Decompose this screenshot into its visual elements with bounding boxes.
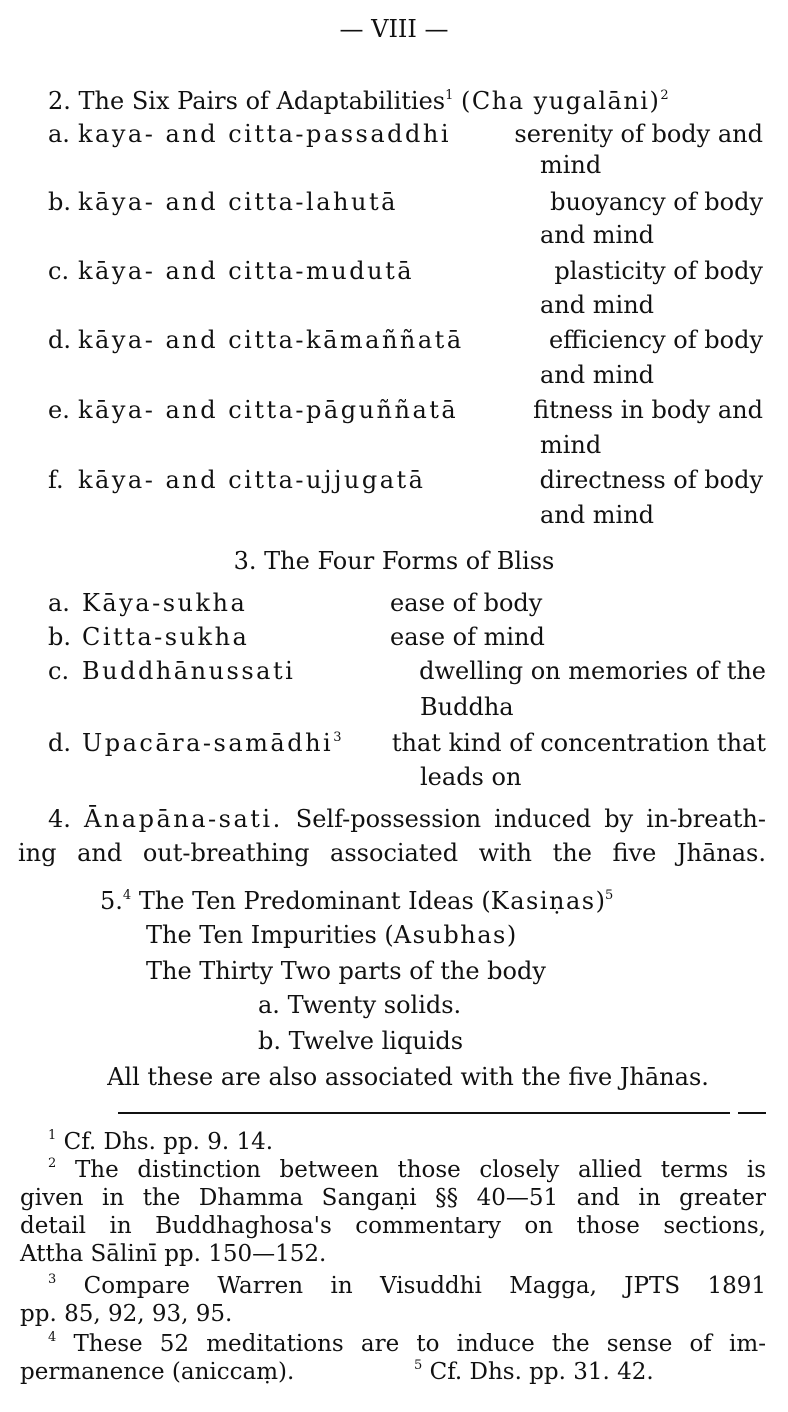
footnote-divider-end: [738, 1112, 766, 1114]
item-pali: kāya- and citta-pāguññatā: [78, 396, 459, 424]
item-meaning-cont: and mind: [540, 361, 655, 389]
section-5-number: 5.: [100, 887, 123, 915]
item-pali: kāya- and citta-lahutā: [78, 188, 398, 216]
item-pali: Citta-sukha: [82, 623, 250, 651]
item-pali: Buddhānussati: [82, 657, 296, 685]
item-meaning: plasticity of body: [554, 257, 763, 285]
footnote-3-line-1: $^3$ Compare Warren in Visuddhi Magga, JPTS 1891: [48, 1272, 767, 1299]
item-pali: Upacāra-samādhi$^3$: [82, 729, 345, 757]
footnote-5: $^5$ Cf. Dhs. pp. 31. 42.: [414, 1358, 654, 1385]
item-letter: b.: [48, 623, 71, 651]
footnote-2-line-4: Attha Sālinī pp. 150—152.: [20, 1241, 327, 1267]
item-meaning-cont: mind: [540, 431, 602, 459]
section-5-closing: All these are also associated with the five Jhānas.: [107, 1063, 709, 1091]
section-4-text: Self-possession induced by in-breath-: [295, 805, 766, 833]
item-meaning-cont: leads on: [420, 763, 522, 791]
item-letter: d.: [48, 326, 71, 354]
footnote-4-line-2: permanence (aniccaṃ).: [20, 1359, 295, 1385]
item-meaning: serenity of body and: [514, 120, 763, 148]
item-pali: kaya- and citta-passaddhi: [78, 120, 452, 148]
item-meaning: directness of body: [539, 466, 763, 494]
footnote-ref-1: 1: [445, 88, 454, 103]
section-5-sub-b: b. Twelve liquids: [258, 1027, 464, 1055]
section-3-heading: 3. The Four Forms of Bliss: [233, 547, 555, 575]
footnote-2-line-2: given in the Dhamma Sangaṇi §§ 40—51 and in greater: [20, 1185, 766, 1211]
item-letter: c.: [48, 257, 70, 285]
item-meaning-cont: Buddha: [420, 693, 514, 721]
item-meaning: efficiency of body: [548, 326, 763, 354]
page-number: — VIII —: [339, 15, 449, 43]
item-meaning: ease of body: [390, 589, 543, 617]
section-4-line-2: ing and out-breathing associated with the five Jhānas.: [18, 839, 766, 867]
section-5-line-2: The Ten Impurities (Asubhas): [146, 921, 517, 949]
item-meaning: fitness in body and: [533, 396, 763, 424]
section-4-number: 4.: [48, 805, 71, 833]
section-2-heading: [48, 84, 669, 118]
section-2-title: The Six Pairs of Adaptabilities: [78, 87, 446, 115]
item-meaning-cont: and mind: [540, 221, 655, 249]
item-pali: Kāya-sukha: [82, 589, 248, 617]
section-2-pali-title: (Cha yugalāni): [461, 87, 661, 115]
item-pali: kāya- and citta-ujjugatā: [78, 466, 426, 494]
section-5-line-1: 5.$^4$ The Ten Predominant Ideas (Kasiṇas)$^5$: [100, 887, 614, 915]
item-meaning-cont: mind: [540, 151, 602, 179]
item-pali: kāya- and citta-mudutā: [78, 257, 415, 285]
footnote-divider: [118, 1112, 730, 1114]
item-letter: a.: [48, 589, 70, 617]
item-letter: c.: [48, 657, 70, 685]
section-5-sub-a: a. Twenty solids.: [258, 991, 462, 1019]
footnote-ref-3: 3: [333, 730, 345, 745]
section-5-line-3: The Thirty Two parts of the body: [146, 957, 546, 985]
item-meaning: that kind of concentration that: [391, 729, 766, 757]
section-4-line-1: [48, 802, 766, 836]
item-letter: f.: [48, 466, 64, 494]
footnote-1: $^1$ Cf. Dhs. pp. 9. 14.: [48, 1128, 274, 1155]
footnote-3-line-2: pp. 85, 92, 93, 95.: [20, 1301, 233, 1327]
item-letter: b.: [48, 188, 71, 216]
footnote-4-line-1: $^4$ These 52 meditations are to induce the sense of im-: [48, 1330, 766, 1357]
footnote-2-line-3: detail in Buddhaghosa's commentary on those sections,: [20, 1213, 766, 1239]
footnote-2-line-1: $^2$ The distinction between those closely allied terms is: [48, 1156, 767, 1183]
item-meaning-cont: and mind: [540, 291, 655, 319]
item-meaning: dwelling on memories of the: [419, 657, 766, 685]
item-letter: d.: [48, 729, 71, 757]
section-4-pali: Ānapāna-sati.: [83, 805, 283, 833]
item-letter: a.: [48, 120, 70, 148]
footnote-ref-2: 2: [660, 88, 669, 103]
item-letter: e.: [48, 396, 70, 424]
footnote-ref-5: 5: [604, 888, 614, 903]
item-meaning: ease of mind: [390, 623, 545, 651]
item-pali: kāya- and citta-kāmaññatā: [78, 326, 464, 354]
item-meaning: buoyancy of body: [550, 188, 763, 216]
section-2-number: 2.: [48, 87, 71, 115]
footnote-ref-4: 4: [122, 888, 132, 903]
item-meaning-cont: and mind: [540, 501, 655, 529]
